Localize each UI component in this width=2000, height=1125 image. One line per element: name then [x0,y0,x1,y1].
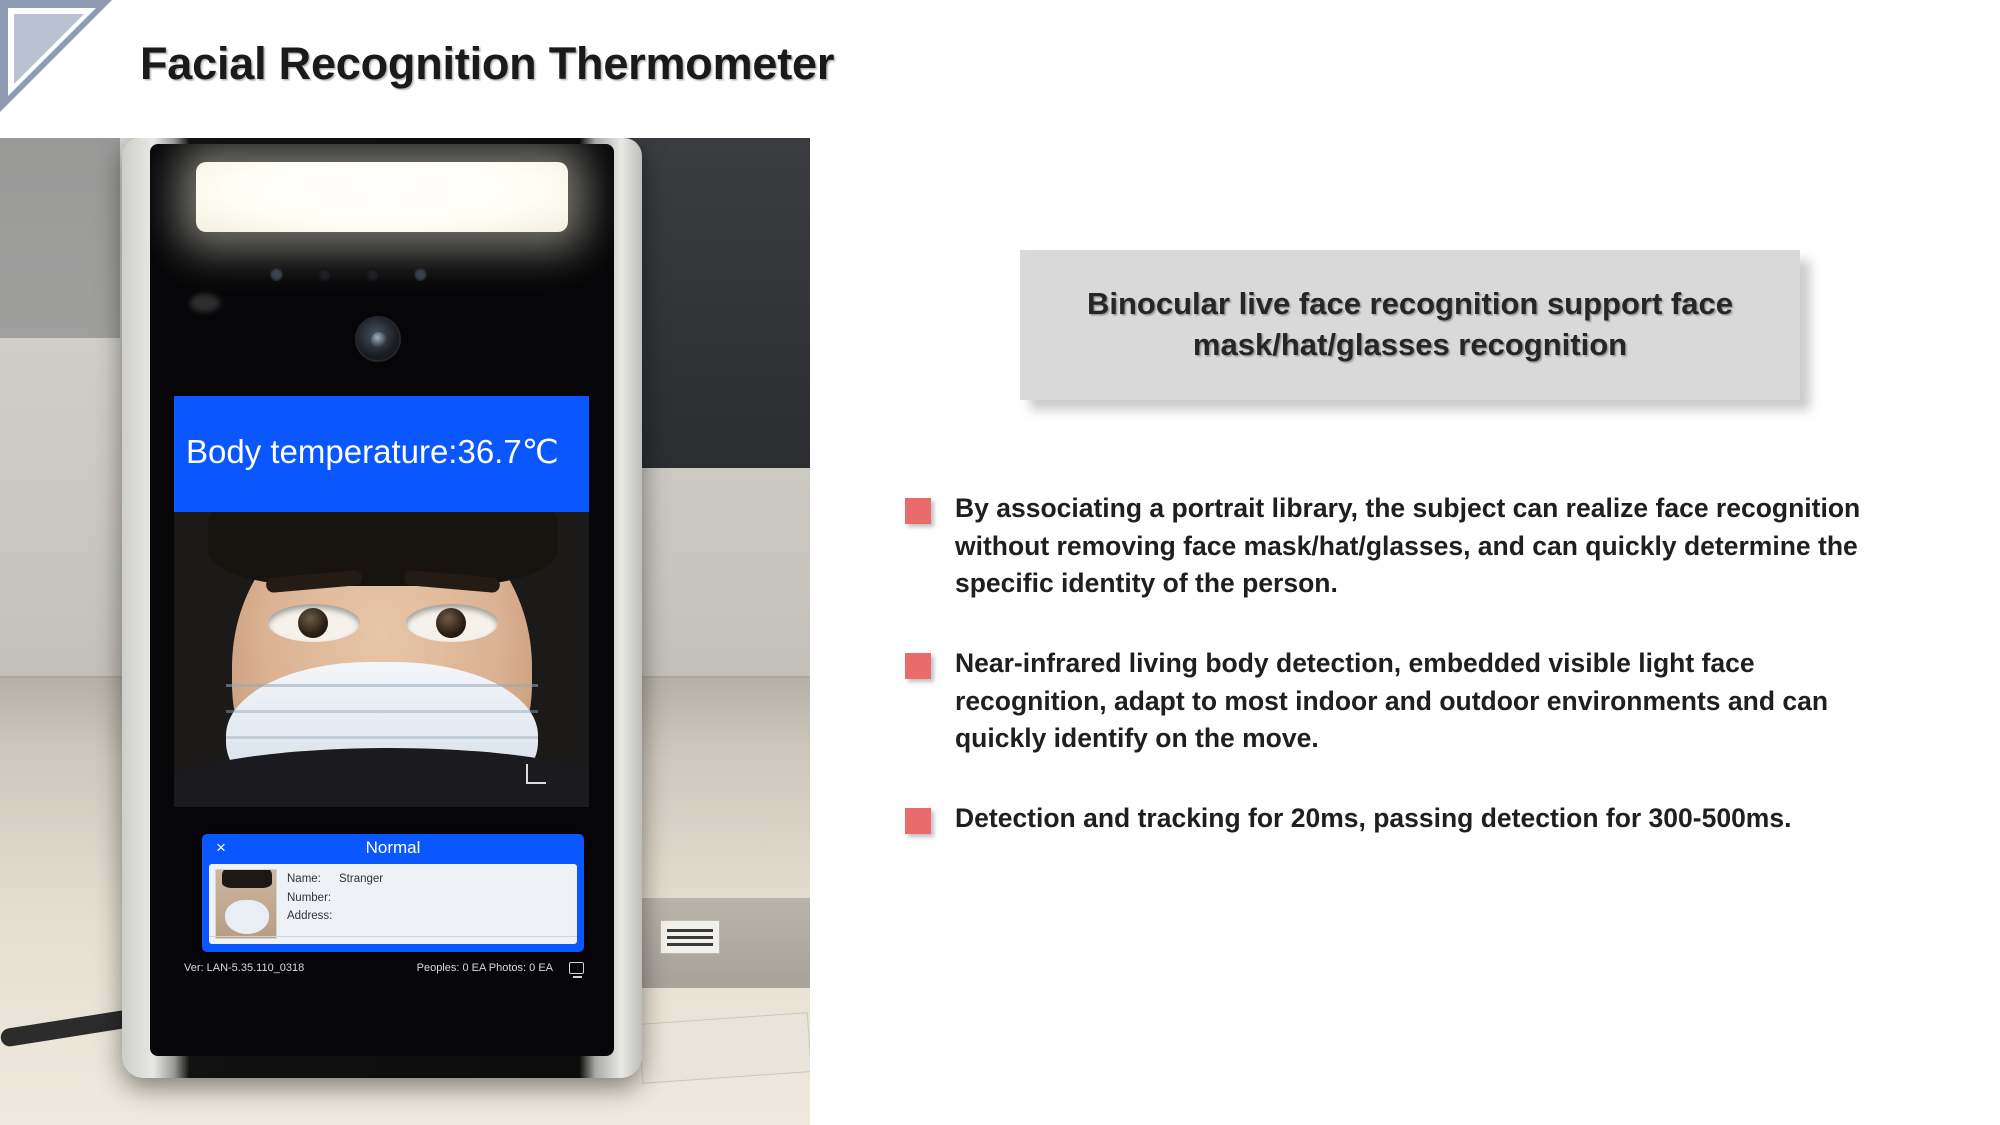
field-label-number: Number: [287,891,332,904]
product-photo [0,138,810,1125]
temperature-reading: Body temperature:36.7℃ [186,433,559,470]
list-item [287,889,577,908]
face-hair [208,512,558,586]
list-item [287,907,577,926]
device-status-bar [184,962,584,974]
list-item [905,490,1885,603]
device-sensor-row [270,264,490,286]
field-value-name: Stranger [339,873,384,885]
bullet-text: By associating a portrait library, the subject can realize face recognition without removing face mask/hat/glasses, and can quickly determine the specific identity of the person. [955,493,1861,599]
device-lens-flare [190,294,220,312]
monitor-icon [569,962,584,974]
recognition-result-popup[interactable] [202,834,584,952]
page-title: Facial Recognition Thermometer [140,38,835,89]
list-item [905,800,1885,838]
popup-header [202,834,584,862]
callout-text: Binocular live face recognition support face mask/hat/glasses recognition [1087,286,1733,362]
callout-box [1020,250,1800,400]
bullet-text: Near-infrared living body detection, embedded visible light face recognition, adapt to most indoor and outdoor environments and can quickly identify on the move. [955,647,1829,754]
firmware-version: Ver: LAN-5.35.110_0318 [184,962,305,974]
face-eye-right [406,604,498,642]
bullet-list [905,490,1885,879]
bullet-marker-icon [905,808,931,834]
photo-box-barcode-label [660,920,720,954]
device-light-bar [196,162,568,232]
live-face-preview [174,512,589,807]
focus-bracket-icon [526,764,546,784]
popup-field-list [285,864,577,944]
popup-divider [209,936,577,937]
photo-left-shadow [0,138,120,338]
device-camera-icon [355,316,401,362]
field-label-address: Address: [287,910,333,922]
thermometer-device [122,138,642,1078]
avatar [215,869,277,939]
field-label-name: Name: [287,873,321,885]
bullet-marker-icon [905,498,931,524]
bullet-marker-icon [905,653,931,679]
face-eye-left [268,604,360,642]
close-icon[interactable]: × [216,838,226,857]
list-item [287,870,577,889]
corner-triangle-logo-icon [0,0,112,112]
popup-body [209,864,577,944]
bullet-text: Detection and tracking for 20ms, passing detection for 300-500ms. [955,802,1792,833]
status-counters: Peoples: 0 EA Photos: 0 EA [416,962,553,974]
popup-title: Normal [365,838,421,857]
list-item [905,645,1885,758]
photo-paper-sheet [638,1012,810,1084]
device-screen[interactable] [150,144,614,1056]
logo-triangle-inner [14,14,84,84]
